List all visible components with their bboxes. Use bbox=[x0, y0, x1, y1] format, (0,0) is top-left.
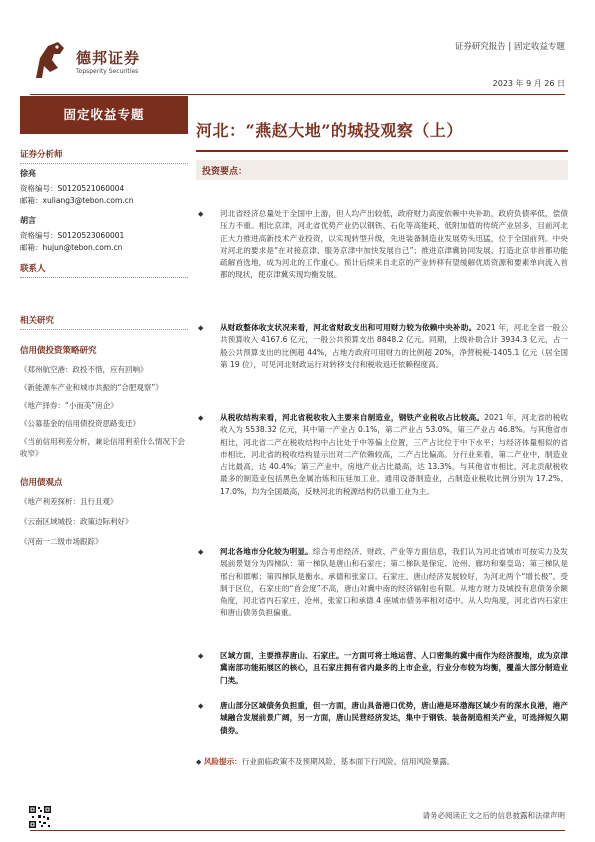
key-point-paragraph bbox=[196, 546, 568, 620]
risk-label: 风险提示： bbox=[203, 757, 242, 766]
credit-strategy-list bbox=[20, 364, 188, 460]
diamond-bullet-icon: ◆ bbox=[198, 210, 204, 218]
list-item[interactable]: 《河南一二级市场跟踪》 bbox=[20, 537, 103, 546]
company-logo bbox=[30, 38, 170, 84]
brand-subtitle: Topsperity Securities bbox=[76, 68, 139, 75]
credit-view-heading: 信用债观点 bbox=[20, 478, 63, 488]
paragraph-text: 2021 年，河北省的税收收入为 5538.32 亿元，其中第一产业占 0.1%，第二产业占 53.0%，第三产业占 46.8%。与其他省市相比，河北省二产在税收结构中占比处于中等偏上位置，三产占比位于中下水平；与经济体量相似的省市相比，河北省的税收结构显示出对二产依赖较高，二产占比偏高。分行业来看，第二产业中，制造业占比最高，达 40.4%；第三产业中，房地产业占比最高，达 13.3%。与其他省市相比，河北贡献税收最多的制造业包括黑色金属冶炼和压延加工业、通用设备制造业，占制造业税收比例分别为 17.2%、17.0%，均为全国最高，反映河北的税源结构仍以重工业为主。 bbox=[220, 413, 568, 496]
list-item[interactable]: 《云南区域城投：政策边际利好》 bbox=[20, 517, 133, 526]
analyst-cert: 资格编号：S0120521060004 bbox=[20, 184, 125, 193]
analyst-cert: 资格编号：S0120523060001 bbox=[20, 231, 125, 240]
list-item[interactable]: 《地产利差探析：且行且观》 bbox=[20, 497, 118, 506]
key-points-heading: 投资要点： bbox=[202, 167, 248, 177]
report-title: 河北：“燕赵大地”的城投观察（上） bbox=[196, 121, 463, 140]
risk-text: 行业面临政策不及预期风险、基本面下行风险、信用风险暴露。 bbox=[241, 757, 455, 766]
list-item[interactable]: 《当前信用利差分析，兼论信用利差什么情况下会收窄》 bbox=[20, 437, 185, 458]
report-type: 证券研究报告 | 固定收益专题 bbox=[454, 42, 565, 52]
diamond-bullet-icon: ◆ bbox=[198, 414, 204, 422]
key-point-paragraph bbox=[196, 412, 568, 498]
related-research-heading: 相关研究 bbox=[20, 314, 188, 330]
diamond-bullet-icon: ◆ bbox=[198, 548, 204, 556]
credit-strategy-heading: 信用债投资策略研究 bbox=[20, 346, 97, 356]
paragraph-lead: 河北各地市分化较为明显。 bbox=[220, 547, 313, 556]
key-points-heading-bar bbox=[196, 160, 568, 180]
analyst-email[interactable]: 邮箱：hujun@tebon.com.cn bbox=[20, 243, 123, 252]
brand-mark-icon bbox=[30, 38, 70, 84]
key-point-paragraph bbox=[196, 700, 568, 737]
key-point-paragraph bbox=[196, 208, 568, 282]
footer-divider bbox=[30, 830, 565, 831]
key-point-paragraph bbox=[196, 650, 568, 687]
contact-heading: 联系人 bbox=[20, 262, 188, 278]
diamond-bullet-icon: ◆ bbox=[196, 758, 202, 766]
paragraph-lead: 从财政整体收支状况来看，河北省财政支出和可用财力较为依赖中央补助。 bbox=[220, 323, 477, 332]
analyst-block bbox=[20, 168, 188, 207]
diamond-bullet-icon: ◆ bbox=[198, 324, 204, 332]
paragraph-text: 河北省经济总量处于全国中上游，但人均产出较低，政府财力高度依赖中央补助，政府负债率低，偿债压力不重。相比京津，河北省优势产业仍以钢铁、石化等高能耗、低附加值的传统产业居多，目前河北正大力推进高新技术产业投资，以实现转型升级，先进装备制造业发展势头迅猛，位于全国前列。中央对河北的要求是“在对接京津、服务京津中加快发展自己”；推进京津冀协同发展，打造北京非首都功能疏解首选地，成为河北的工作重心。预计后续来自北京的产业转移有望缓解优质资源和要素单向流入首都的现状，使京津冀实现均衡发展。 bbox=[220, 209, 568, 280]
title-divider bbox=[196, 150, 568, 152]
sidebar-banner: 固定收益专题 bbox=[20, 96, 188, 134]
paragraph-lead: 唐山部分区域债务负担重，但一方面，唐山具备港口优势，唐山港是环渤海区域少有的深水良港，港产城融合发展前景广阔，另一方面，唐山民营经济发达，集中于钢铁、装备制造相关产业，可选择短久期债券。 bbox=[220, 701, 568, 735]
qr-code-icon bbox=[28, 805, 52, 829]
credit-view-list bbox=[20, 496, 188, 548]
report-date: 2023 年 9 月 26 日 bbox=[492, 79, 565, 88]
analyst-name: 徐亮 bbox=[20, 169, 36, 178]
paragraph-lead: 从税收结构来看，河北省税收收入主要来自制造业，钢铁产业税收占比较高。 bbox=[220, 413, 485, 422]
disclaimer-notice: 请务必阅读正文之后的信息披露和法律声明 bbox=[422, 811, 565, 820]
diamond-bullet-icon: ◆ bbox=[198, 702, 204, 710]
paragraph-lead: 区域方面，主要推荐唐山、石家庄。一方面可将土地运营、人口密集的冀中南作为经济腹地，成为京津冀南部功能拓展区的核心，且石家庄拥有省内最多的上市企业，行业分布较为均衡，覆盖大部分制造业门类。 bbox=[220, 651, 568, 685]
key-point-paragraph bbox=[196, 322, 568, 371]
sidebar bbox=[20, 96, 188, 556]
risk-warning bbox=[196, 756, 568, 767]
list-item[interactable]: 《地产择券：“小而美”房企》 bbox=[20, 401, 118, 410]
analyst-email[interactable]: 邮箱：xuliang3@tebon.com.cn bbox=[20, 196, 134, 205]
list-item[interactable]: 《新能源车产业和城市共振的“合肥观察”》 bbox=[20, 383, 163, 392]
header-divider bbox=[30, 94, 565, 95]
diamond-bullet-icon: ◆ bbox=[198, 652, 204, 660]
list-item[interactable]: 《公募基金的信用债投资思路变迁》 bbox=[20, 419, 140, 428]
paragraph-text: 2021 年，河北全省一般公共预算收入 4167.6 亿元，一般公共预算支出 8848.2 亿元。同期，上级补助合计 3934.3 亿元，占一般公共预算支出的比例超 44%，占地方政府可用财力的比例超 20%，净营税税-1405.1 亿元（居全国第 19 位），可见河北财政运行对转移支付和税收返还依赖程度高。 bbox=[220, 323, 568, 369]
list-item[interactable]: 《郑州航空港：政投不惜，应有回响》 bbox=[20, 365, 148, 374]
analyst-block bbox=[20, 215, 188, 254]
analyst-heading: 证券分析师 bbox=[20, 148, 188, 164]
brand-name: 德邦证券 bbox=[76, 49, 141, 67]
paragraph-text: 综合考虑经济、财政、产业等方面信息，我们认为河北省城市可按实力及发展前景划分为四梯队：第一梯队是唐山和石家庄；第二梯队是保定、沧州、廊坊和秦皇岛；第三梯队是邢台和邯郸；第四梯队是衡水、承德和张家口。石家庄、唐山经济发展较好，为河北两个“增长极”。受制于区位，石家庄的“首会度”不高，唐山对冀中南的经济辐射也有限。从地方财力及城投有息债务余额角度，河北省内石家庄、沧州、张家口和承德 4 座城市债务率相对适中。从人均角度，河北省内石家庄和唐山债务负担偏重。 bbox=[220, 547, 569, 618]
analyst-name: 胡言 bbox=[20, 216, 36, 225]
